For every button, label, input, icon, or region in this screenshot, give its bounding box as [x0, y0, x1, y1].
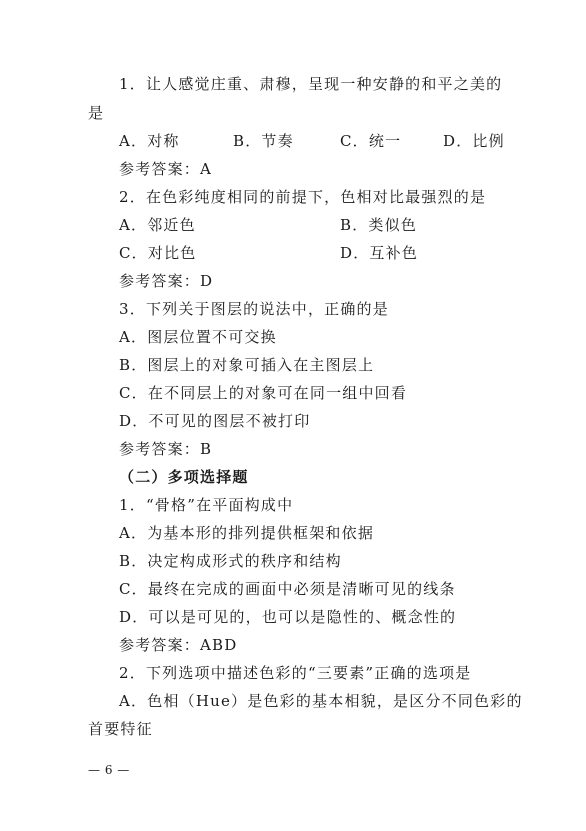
q2-stem: 2．在色彩纯度相同的前提下，色相对比最强烈的是 — [119, 188, 487, 206]
q3-option-d: D．不可见的图层不被打印 — [119, 412, 311, 430]
m1-stem: 1．“骨格”在平面构成中 — [119, 496, 294, 514]
q1-stem-line1: 1．让人感觉庄重、肃穆，呈现一种安静的和平之美的 — [119, 75, 503, 93]
m1-option-a: A．为基本形的排列提供框架和依据 — [119, 524, 375, 542]
q1-stem-line2: 是 — [88, 104, 105, 122]
q3-option-b: B．图层上的对象可插入在主图层上 — [119, 356, 375, 374]
m2-option-a-line2: 首要特征 — [88, 720, 153, 738]
q2-answer: 参考答案：D — [119, 272, 214, 290]
m1-option-d: D．可以是可见的，也可以是隐性的、概念性的 — [119, 608, 457, 626]
m1-answer: 参考答案：ABD — [119, 636, 238, 654]
m1-option-c: C．最终在完成的画面中必须是清晰可见的线条 — [119, 580, 456, 598]
q1-option-b: B．节奏 — [233, 132, 294, 150]
m2-option-a-line1: A．色相（Hue）是色彩的基本相貌，是区分不同色彩的 — [119, 692, 523, 710]
q3-stem: 3．下列关于图层的说法中，正确的是 — [119, 300, 389, 318]
page-number: — 6 — — [88, 763, 130, 777]
q1-option-c: C．统一 — [340, 132, 402, 150]
q3-option-a: A．图层位置不可交换 — [119, 328, 277, 346]
q2-option-a: A．邻近色 — [119, 216, 196, 234]
q2-option-d: D．互补色 — [340, 244, 419, 262]
q1-option-d: D．比例 — [443, 132, 505, 150]
q3-answer: 参考答案：B — [119, 440, 213, 458]
q2-option-b: B．类似色 — [340, 216, 418, 234]
section-heading: （二）多项选择题 — [119, 468, 249, 486]
q3-option-c: C．在不同层上的对象可在同一组中回看 — [119, 384, 408, 402]
q2-option-c: C．对比色 — [119, 244, 197, 262]
m2-stem: 2．下列选项中描述色彩的“三要素”正确的选项是 — [119, 664, 472, 682]
m1-option-b: B．决定构成形式的秩序和结构 — [119, 552, 342, 570]
q1-answer: 参考答案：A — [119, 160, 213, 178]
q1-option-a: A．对称 — [119, 132, 180, 150]
